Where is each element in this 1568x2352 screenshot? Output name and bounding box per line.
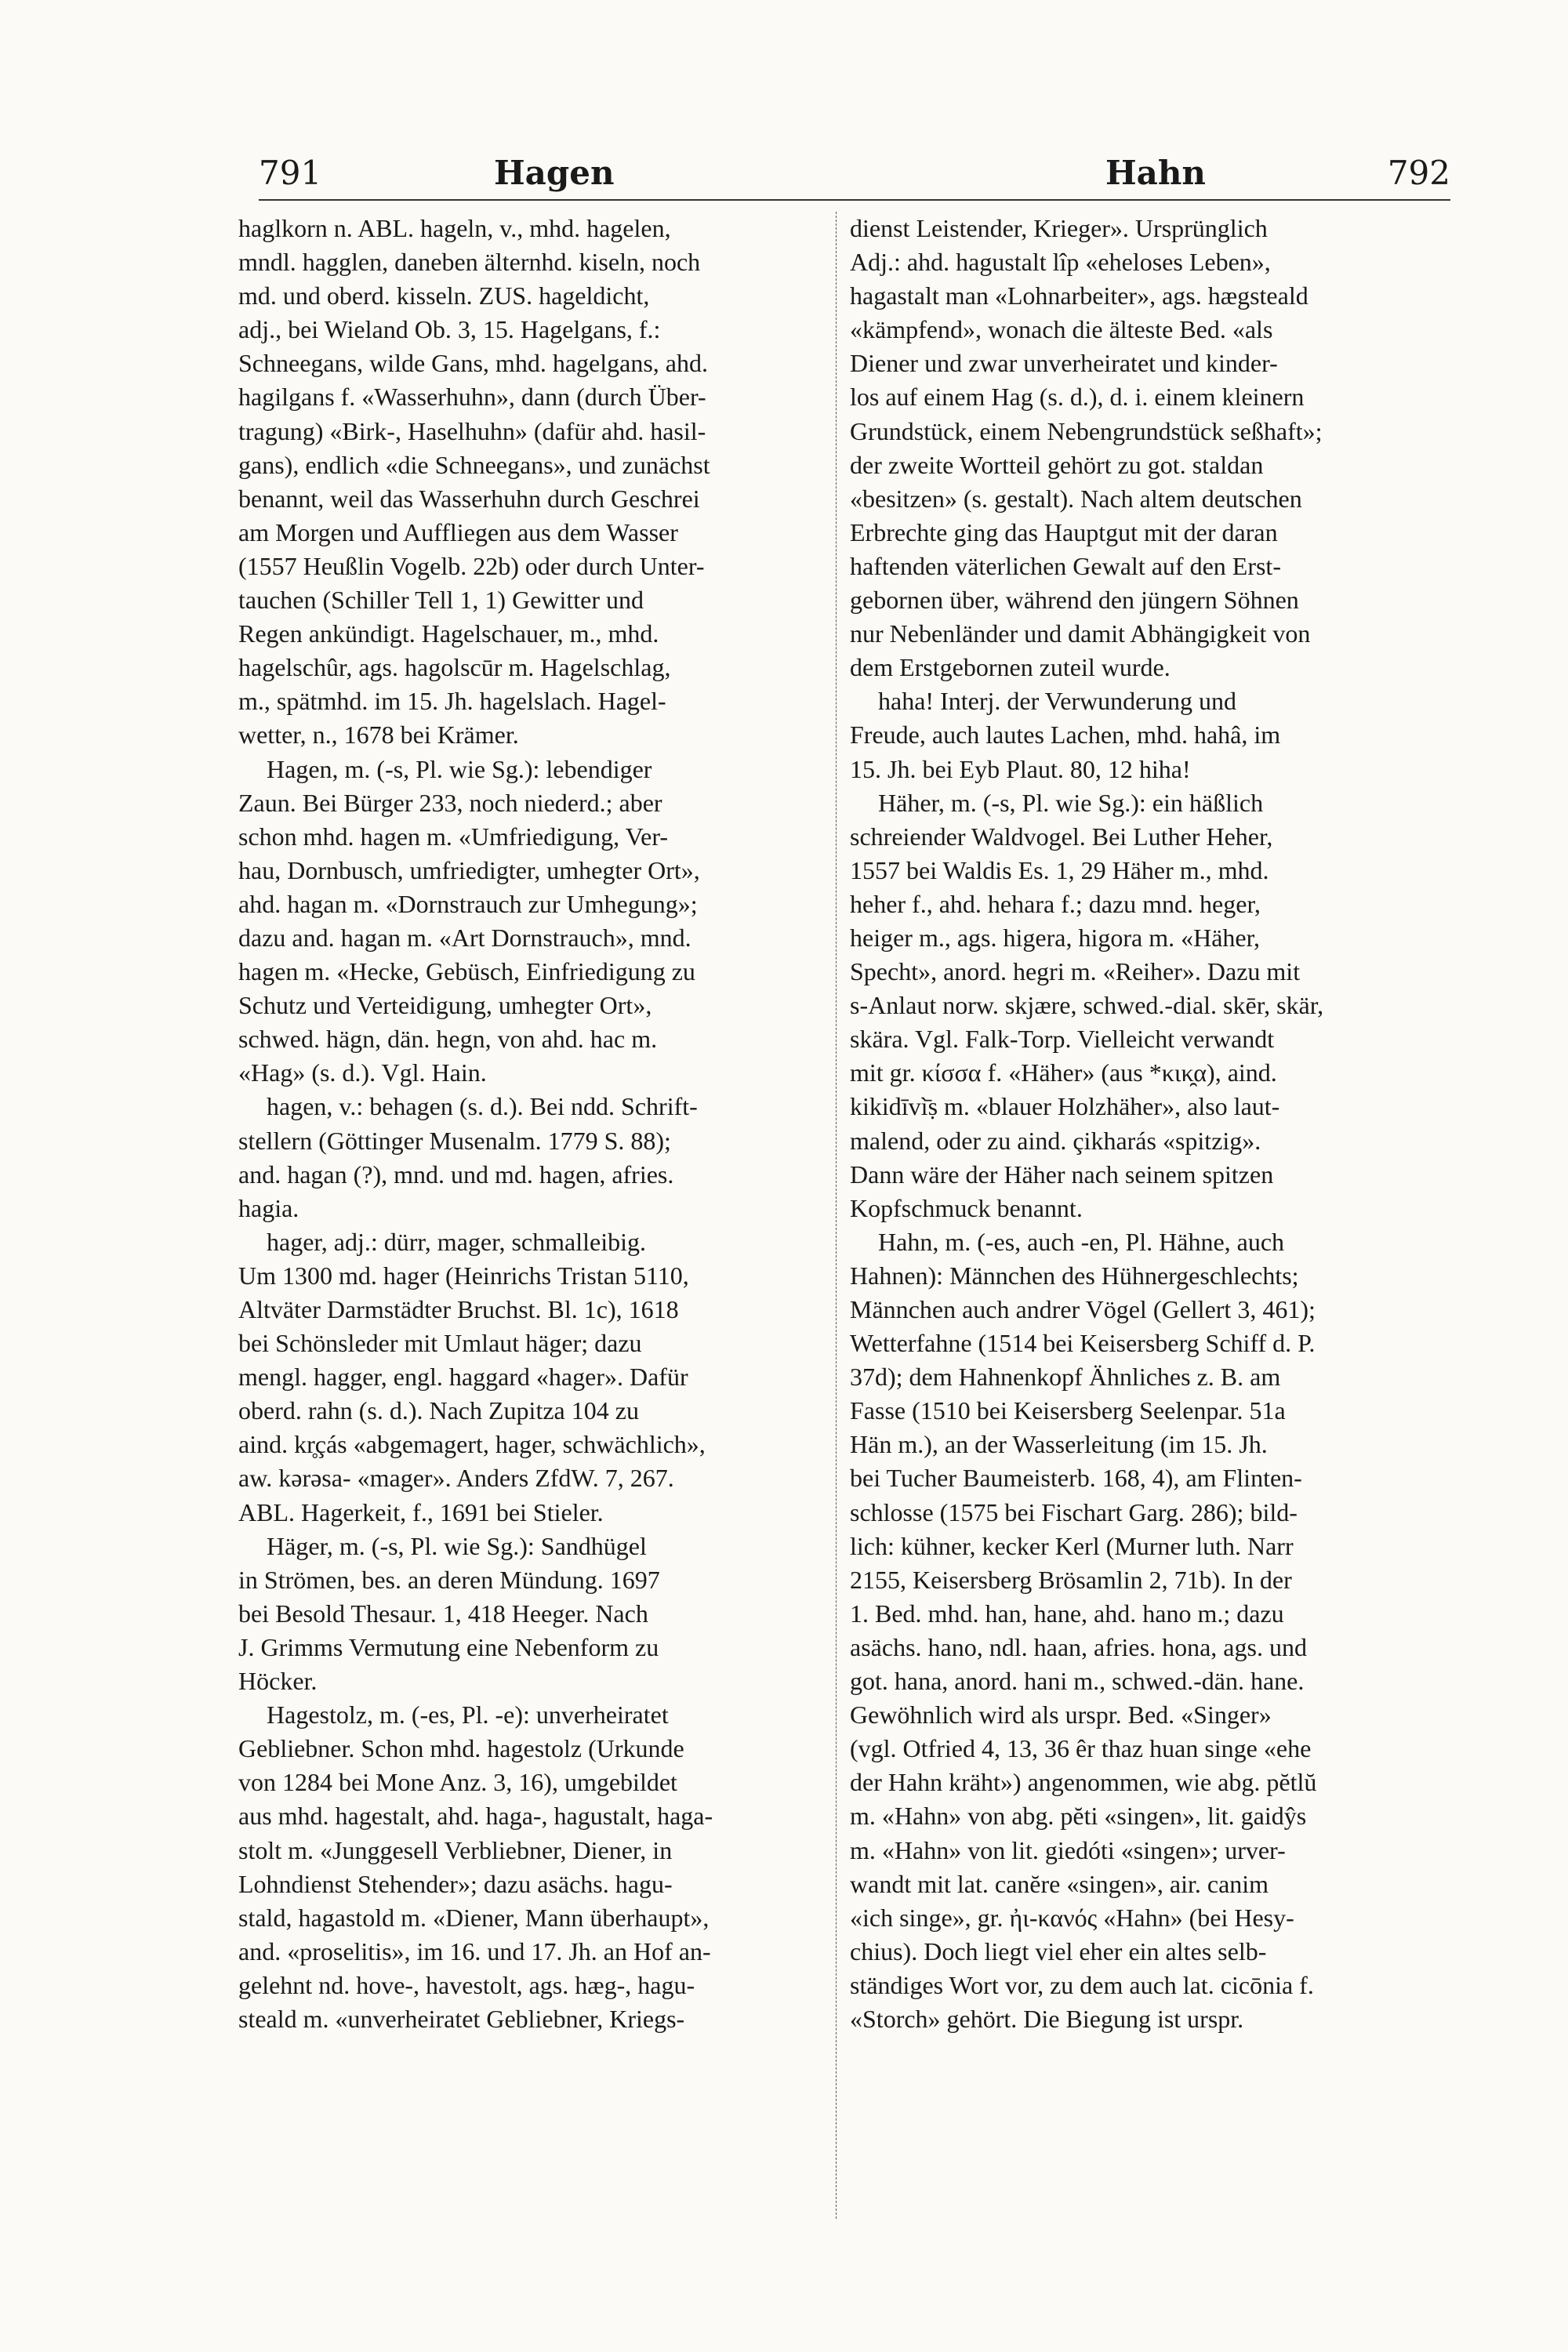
running-headword-right: Hahn bbox=[1105, 154, 1206, 192]
text-line: lich: kühner, kecker Kerl (Murner luth. Narr bbox=[850, 1531, 1294, 1560]
text-line: Diener und zwar unverheiratet und kinder- bbox=[850, 349, 1278, 378]
text-line: Hän m.), an der Wasserleitung (im 15. Jh. bbox=[850, 1430, 1268, 1459]
text-line: Kopfschmuck benannt. bbox=[850, 1193, 1083, 1222]
text-line: aind. kr̥çás «abgemagert, hager, schwächlich», bbox=[238, 1430, 706, 1459]
text-line: Regen ankündigt. Hagelschauer, m., mhd. bbox=[238, 619, 659, 648]
text-line: Grundstück, einem Nebengrundstück seßhaft»; bbox=[850, 416, 1323, 445]
text-line: hagilgans f. «Wasserhuhn», dann (durch Über- bbox=[238, 383, 706, 412]
text-line: Altväter Darmstädter Bruchst. Bl. 1c), 1618 bbox=[238, 1295, 679, 1323]
text-line: bei Schönsleder mit Umlaut häger; dazu bbox=[238, 1329, 642, 1358]
text-line: wetter, n., 1678 bei Krämer. bbox=[238, 720, 519, 750]
text-line: Specht», anord. hegri m. «Reiher». Dazu mit bbox=[850, 957, 1301, 986]
text-line: hagastalt man «Lohnarbeiter», ags. hægsteald bbox=[850, 281, 1308, 310]
text-line: gans), endlich «die Schneegans», und zunächst bbox=[238, 450, 710, 479]
text-line: benannt, weil das Wasserhuhn durch Geschrei bbox=[238, 484, 700, 513]
text-line: (vgl. Otfried 4, 13, 36 êr thaz huan singe «ehe bbox=[850, 1734, 1312, 1763]
page-header bbox=[259, 149, 1450, 201]
text-line: gelehnt nd. hove-, havestolt, ags. hæg-, hagu- bbox=[238, 1970, 695, 1999]
text-line: J. Grimms Vermutung eine Nebenform zu bbox=[238, 1632, 659, 1661]
right-column bbox=[850, 212, 1446, 2036]
text-line: 15. Jh. bei Eyb Plaut. 80, 12 hiha! bbox=[850, 754, 1191, 783]
text-line: «Hag» (s. d.). Vgl. Hain. bbox=[238, 1058, 487, 1087]
text-line: hagen m. «Hecke, Gebüsch, Einfriedigung zu bbox=[238, 957, 695, 986]
text-line: Schneegans, wilde Gans, mhd. hagelgans, ahd. bbox=[238, 349, 708, 378]
text-line: chius). Doch liegt viel eher ein altes selb- bbox=[850, 1936, 1267, 1965]
text-line: aus mhd. hagestalt, ahd. haga-, hagustalt, haga- bbox=[238, 1802, 713, 1831]
text-line: wandt mit lat. canĕre «singen», air. canim bbox=[850, 1869, 1269, 1898]
text-line: hagia. bbox=[238, 1193, 299, 1222]
text-line: ahd. hagan m. «Dornstrauch zur Umhegung»; bbox=[238, 889, 698, 918]
text-line: Lohndienst Stehender»; dazu asächs. hagu- bbox=[238, 1869, 673, 1898]
text-line: ständiges Wort vor, zu dem auch lat. cicōnia f. bbox=[850, 1970, 1314, 1999]
text-line: am Morgen und Auffliegen aus dem Wasser bbox=[238, 517, 678, 546]
text-line: m. «Hahn» von abg. pĕti «singen», lit. gaidŷs bbox=[850, 1802, 1307, 1831]
text-line: steald m. «unverheiratet Gebliebner, Kriegs- bbox=[238, 2004, 685, 2033]
text-line: schlosse (1575 bei Fischart Garg. 286); bild- bbox=[850, 1497, 1298, 1526]
text-line: hager, adj.: dürr, mager, schmalleibig. bbox=[267, 1227, 646, 1256]
text-line: stald, hagastold m. «Diener, Mann überhaupt», bbox=[238, 1903, 710, 1932]
text-line: «besitzen» (s. gestalt). Nach altem deutschen bbox=[850, 484, 1302, 513]
text-line: 1557 bei Waldis Es. 1, 29 Häher m., mhd. bbox=[850, 855, 1269, 884]
text-line: ABL. Hagerkeit, f., 1691 bei Stieler. bbox=[238, 1497, 604, 1526]
text-line: Fasse (1510 bei Keisersberg Seelenpar. 51a bbox=[850, 1396, 1286, 1425]
text-line: Schutz und Verteidigung, umhegter Ort», bbox=[238, 991, 652, 1020]
text-line: tragung) «Birk-, Haselhuhn» (dafür ahd. hasil- bbox=[238, 416, 706, 445]
text-line: heher f., ahd. hehara f.; dazu mnd. heger, bbox=[850, 889, 1261, 918]
text-line: asächs. hano, ndl. haan, afries. hona, ags. und bbox=[850, 1632, 1307, 1661]
text-line: m., spätmhd. im 15. Jh. hagelslach. Hagel- bbox=[238, 687, 666, 716]
text-line: schwed. hägn, dän. hegn, von ahd. hac m. bbox=[238, 1025, 658, 1054]
text-line: «ich singe», gr. ἠι-κανός «Hahn» (bei Hesy- bbox=[850, 1903, 1294, 1932]
text-line: Freude, auch lautes Lachen, mhd. hahâ, im bbox=[850, 720, 1281, 750]
text-line: Männchen auch andrer Vögel (Gellert 3, 461); bbox=[850, 1295, 1316, 1323]
text-line: hau, Dornbusch, umfriedigter, umhegter Ort», bbox=[238, 855, 700, 884]
text-line: got. hana, anord. hani m., schwed.-dän. hane. bbox=[850, 1667, 1305, 1696]
text-line: in Strömen, bes. an deren Mündung. 1697 bbox=[238, 1565, 660, 1594]
text-line: gebornen über, während den jüngern Söhnen bbox=[850, 586, 1299, 615]
text-line: der Hahn kräht») angenommen, wie abg. pĕtlŭ bbox=[850, 1768, 1317, 1797]
text-line: Wetterfahne (1514 bei Keisersberg Schiff d. P. bbox=[850, 1329, 1316, 1358]
text-line: hagen, v.: behagen (s. d.). Bei ndd. Schrift- bbox=[267, 1092, 698, 1121]
text-line: Hagen, m. (-s, Pl. wie Sg.): lebendiger bbox=[267, 754, 652, 783]
text-line: mengl. hagger, engl. haggard «hager». Dafür bbox=[238, 1363, 688, 1392]
text-line: dem Erstgebornen zuteil wurde. bbox=[850, 653, 1171, 682]
left-column bbox=[238, 212, 834, 2036]
text-line: m. «Hahn» von lit. giedóti «singen»; urver- bbox=[850, 1835, 1286, 1864]
text-line: Häher, m. (-s, Pl. wie Sg.): ein häßlich bbox=[878, 788, 1264, 817]
text-line: aw. kərəsa- «mager». Anders ZfdW. 7, 267. bbox=[238, 1464, 674, 1493]
text-line: 2155, Keisersberg Brösamlin 2, 71b). In der bbox=[850, 1565, 1292, 1594]
text-line: skära. Vgl. Falk-Torp. Vielleicht verwandt bbox=[850, 1025, 1275, 1054]
text-line: tauchen (Schiller Tell 1, 1) Gewitter und bbox=[238, 586, 644, 615]
text-line: malend, oder zu aind. çikharás «spitzig». bbox=[850, 1126, 1261, 1155]
text-line: «Storch» gehört. Die Biegung ist urspr. bbox=[850, 2004, 1244, 2033]
text-line: Hagestolz, m. (-es, Pl. -e): unverheiratet bbox=[267, 1700, 669, 1730]
text-line: nur Nebenländer und damit Abhängigkeit von bbox=[850, 619, 1311, 648]
text-line: oberd. rahn (s. d.). Nach Zupitza 104 zu bbox=[238, 1396, 639, 1425]
text-line: 1. Bed. mhd. han, hane, ahd. hano m.; dazu bbox=[850, 1599, 1284, 1628]
text-line: mndl. hagglen, daneben älternhd. kiseln, noch bbox=[238, 248, 701, 277]
text-line: stolt m. «Junggesell Verbliebner, Diener, in bbox=[238, 1835, 673, 1864]
page-number-right: 792 bbox=[1387, 154, 1450, 192]
text-line: Erbrechte ging das Hauptgut mit der daran bbox=[850, 517, 1278, 546]
text-line: hagelschûr, ags. hagolscūr m. Hagelschlag, bbox=[238, 653, 671, 682]
text-line: schon mhd. hagen m. «Umfriedigung, Ver- bbox=[238, 822, 668, 851]
text-line: Häger, m. (-s, Pl. wie Sg.): Sandhügel bbox=[267, 1531, 647, 1560]
text-line: stellern (Göttinger Musenalm. 1779 S. 88); bbox=[238, 1126, 671, 1155]
text-line: md. und oberd. kisseln. ZUS. hageldicht, bbox=[238, 281, 650, 310]
text-line: von 1284 bei Mone Anz. 3, 16), umgebildet bbox=[238, 1768, 677, 1797]
text-line: schreiender Waldvogel. Bei Luther Heher, bbox=[850, 822, 1273, 851]
text-line: dienst Leistender, Krieger». Ursprünglich bbox=[850, 214, 1268, 242]
text-line: «kämpfend», wonach die älteste Bed. «als bbox=[850, 315, 1273, 344]
text-line: Gewöhnlich wird als urspr. Bed. «Singer» bbox=[850, 1700, 1272, 1730]
text-line: and. hagan (?), mnd. und md. hagen, afries. bbox=[238, 1160, 674, 1189]
text-line: haftenden väterlichen Gewalt auf den Erst- bbox=[850, 551, 1281, 580]
running-headword-left: Hagen bbox=[494, 154, 615, 192]
text-line: los auf einem Hag (s. d.), d. i. einem kleinern bbox=[850, 383, 1305, 412]
text-line: haha! Interj. der Verwunderung und bbox=[878, 687, 1237, 716]
text-line: Zaun. Bei Bürger 233, noch niederd.; aber bbox=[238, 788, 662, 817]
text-line: dazu and. hagan m. «Art Dornstrauch», mnd. bbox=[238, 923, 691, 952]
text-line: adj., bei Wieland Ob. 3, 15. Hagelgans, f.: bbox=[238, 315, 661, 344]
text-line: Höcker. bbox=[238, 1667, 318, 1696]
text-line: Adj.: ahd. hagustalt lîp «eheloses Leben», bbox=[850, 248, 1271, 277]
text-line: Um 1300 md. hager (Heinrichs Tristan 5110, bbox=[238, 1261, 689, 1290]
text-line: Hahnen): Männchen des Hühnergeschlechts; bbox=[850, 1261, 1299, 1290]
text-line: s-Anlaut norw. skjære, schwed.-dial. skēr, skär, bbox=[850, 991, 1324, 1020]
text-line: bei Besold Thesaur. 1, 418 Heeger. Nach bbox=[238, 1599, 648, 1628]
text-line: and. «proselitis», im 16. und 17. Jh. an Hof an- bbox=[238, 1936, 711, 1965]
page-number-left: 791 bbox=[259, 154, 322, 192]
text-line: heiger m., ags. higera, higora m. «Häher, bbox=[850, 923, 1260, 952]
text-line: kikidīvì̄ṣ m. «blauer Holzhäher», also laut- bbox=[850, 1092, 1280, 1121]
text-line: mit gr. κίσσα f. «Häher» (aus *κικ̯α), aind. bbox=[850, 1058, 1277, 1087]
column-divider bbox=[836, 212, 837, 2219]
text-line: bei Tucher Baumeisterb. 168, 4), am Flinten- bbox=[850, 1464, 1302, 1493]
text-line: haglkorn n. ABL. hageln, v., mhd. hagelen, bbox=[238, 214, 671, 242]
text-line: Hahn, m. (-es, auch -en, Pl. Hähne, auch bbox=[878, 1227, 1285, 1256]
text-line: (1557 Heußlin Vogelb. 22b) oder durch Unter- bbox=[238, 551, 705, 580]
text-line: der zweite Wortteil gehört zu got. staldan bbox=[850, 450, 1264, 479]
text-line: Gebliebner. Schon mhd. hagestolz (Urkunde bbox=[238, 1734, 684, 1763]
text-line: 37d); dem Hahnenkopf Ähnliches z. B. am bbox=[850, 1363, 1281, 1392]
text-line: Dann wäre der Häher nach seinem spitzen bbox=[850, 1160, 1274, 1189]
